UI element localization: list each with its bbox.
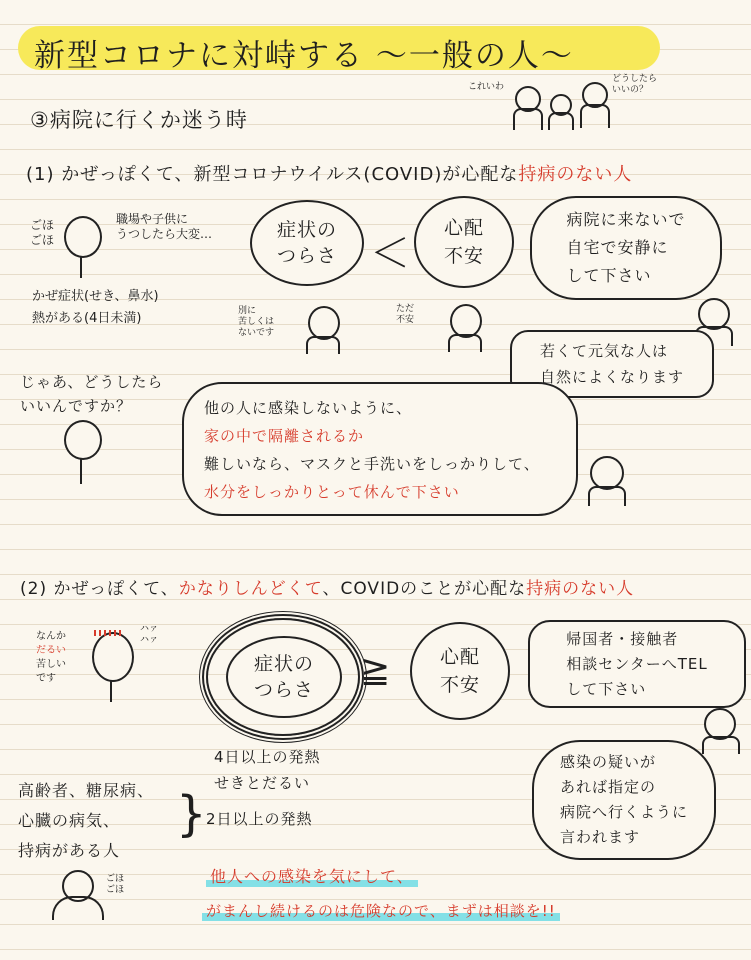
case2-heading-highlight: かなりしんどくて xyxy=(178,579,323,599)
fever-lines-icon xyxy=(94,630,124,636)
person-face-icon xyxy=(308,306,340,340)
person-face-icon xyxy=(64,420,102,460)
warning-text: がまんし続けるのは危険なので、まずは相談を!! xyxy=(206,902,556,920)
advice-bubble xyxy=(528,620,746,708)
aside-text: 別に 苦しくは ないです xyxy=(238,306,275,338)
sick-person-face-icon xyxy=(64,216,102,258)
warning-text: 他人への感染を気にして、 xyxy=(210,867,414,886)
case1-heading-highlight: 持病のない人 xyxy=(518,164,633,185)
question-text: じゃあ、どうしたら いいんですか？ xyxy=(20,373,164,415)
worry-circle xyxy=(414,196,514,288)
advice-text: 病院に来ないで 自宅で安静に して下さい xyxy=(566,210,686,285)
case2-heading-highlight: 持病のない人 xyxy=(526,579,635,599)
advice-text: 帰国者・接触者 相談センターへTEL して下さい xyxy=(566,629,708,698)
case1-heading xyxy=(26,160,632,186)
circle-label: 症状の つらさ xyxy=(276,219,337,267)
person-body-icon xyxy=(80,256,82,278)
circle-label: 心配 不安 xyxy=(443,217,484,267)
person-body-icon xyxy=(80,458,82,484)
aside-text: ただ 不安 xyxy=(396,304,415,325)
symptom-severity-circle xyxy=(250,200,364,286)
person-body-icon xyxy=(548,112,574,130)
risk-group-text: 高齢者、糖尿病、 心臓の病気、 持病がある人 xyxy=(18,781,155,860)
feeling-line: なんか xyxy=(36,631,66,642)
symptoms-text: かぜ症状(せき、鼻水) 熱がある(4日未満) xyxy=(32,289,159,326)
feeling-line: 苦しい です xyxy=(36,659,66,684)
person-body-icon xyxy=(513,108,543,130)
advice-text: 感染の疑いが あれば指定の 病院へ行くように 言われます xyxy=(559,753,688,846)
case2-heading-text: 、COVIDのことが心配な xyxy=(322,579,527,599)
elderly-person-body-icon xyxy=(52,896,104,920)
case2-heading xyxy=(20,574,634,599)
page-title: 新型コロナに対峙する 〜一般の人〜 xyxy=(34,38,574,74)
explanation-bubble xyxy=(182,382,578,516)
warning-line xyxy=(206,864,418,887)
doctor-body-icon xyxy=(588,486,626,506)
person-body-icon xyxy=(448,334,482,352)
feeling-line-red: だるい xyxy=(36,645,66,656)
explanation-line-red: 水分をしっかりとって休んで下さい xyxy=(204,483,460,501)
case2-heading-text: (2) かぜっぽくて、 xyxy=(20,579,179,599)
chat-label-right: どうしたら いいの？ xyxy=(612,74,658,95)
case1-heading-text: (1) かぜっぽくて、新型コロナウイルス(COVID)が心配な xyxy=(26,164,519,185)
criteria-text: 4日以上の発熱 せきとだるい xyxy=(214,748,321,792)
explanation-line: 他の人に感染しないように、 xyxy=(204,399,413,417)
warning-line xyxy=(202,900,560,921)
cough-text: ごほ ごほ xyxy=(106,874,125,895)
doctor-body-icon xyxy=(702,736,740,754)
person-body-icon xyxy=(110,680,112,702)
advice-text: 若くて元気な人は 自然によくなります xyxy=(539,342,684,386)
advice-bubble xyxy=(532,740,716,860)
criteria-text: 2日以上の発熱 xyxy=(206,810,313,828)
cough-text: ごほ ごほ xyxy=(30,218,55,247)
symptom-severity-circle xyxy=(226,636,342,718)
person-body-icon xyxy=(306,336,340,354)
circle-label: 症状の つらさ xyxy=(253,653,314,701)
explanation-line: 難しいなら、マスクと手洗いをしっかりして、 xyxy=(204,455,540,473)
person-face-icon xyxy=(450,304,482,338)
feeling-text xyxy=(36,630,66,686)
comparison-symbol: ＜ xyxy=(370,231,411,277)
breathing-text: ハァ ハァ xyxy=(140,624,159,645)
worry-circle xyxy=(410,622,510,720)
advice-bubble xyxy=(530,196,722,300)
explanation-line-red: 家の中で隔離されるか xyxy=(204,427,365,445)
doctor-face-icon xyxy=(590,456,624,490)
person-body-icon xyxy=(580,104,610,128)
chat-label-left: これいわ xyxy=(468,82,505,92)
section-heading: ③病院に行くか迷う時 xyxy=(30,108,248,132)
worry-note: 職場や子供に うつしたら大変… xyxy=(116,212,213,241)
grouping-brace: } xyxy=(176,786,208,842)
comparison-symbol: ≧ xyxy=(360,650,392,691)
sick-person-face-icon xyxy=(92,632,134,682)
circle-label: 心配 不安 xyxy=(439,646,480,696)
